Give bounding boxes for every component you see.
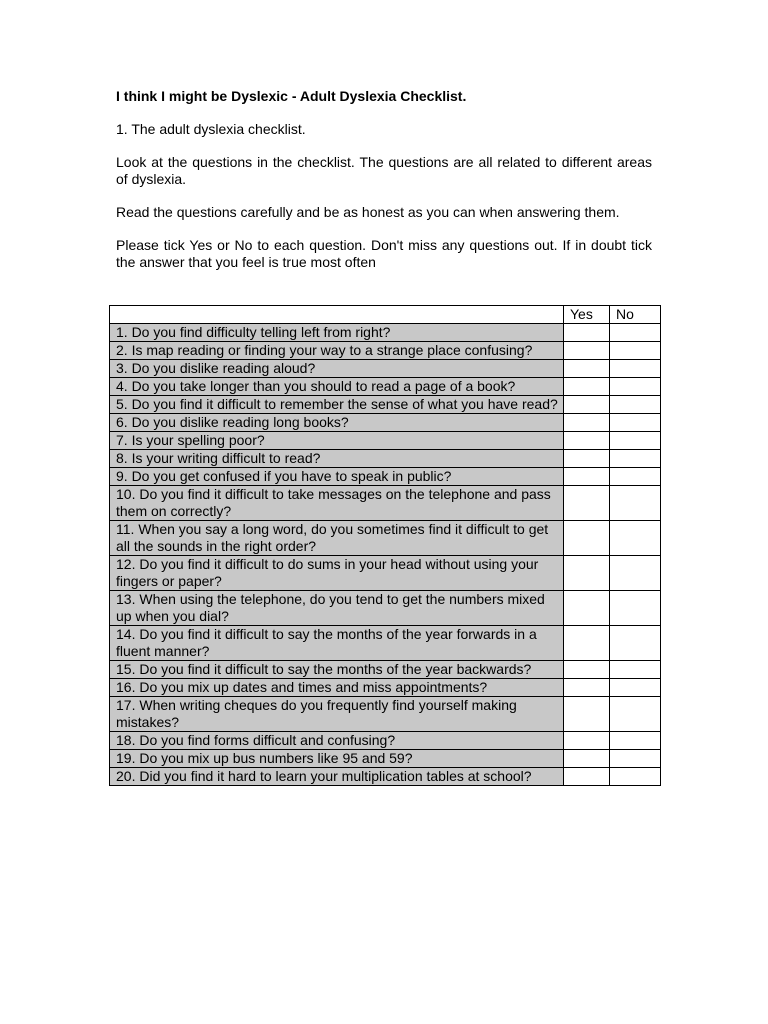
yes-tick-box[interactable] xyxy=(564,324,610,342)
yes-tick-box[interactable] xyxy=(564,414,610,432)
question-text: 8. Is your writing difficult to read? xyxy=(110,450,564,468)
document-title: I think I might be Dyslexic - Adult Dyslexia Checklist. xyxy=(116,88,467,104)
no-tick-box[interactable] xyxy=(610,324,661,342)
intro-paragraph-2: Read the questions carefully and be as honest as you can when answering them. xyxy=(116,204,620,220)
yes-tick-box[interactable] xyxy=(564,450,610,468)
checklist-body xyxy=(110,324,661,786)
header-no: No xyxy=(610,306,661,324)
intro-paragraph-1: Look at the questions in the checklist. The questions are all related to different areas of dyslexia. xyxy=(116,154,652,187)
yes-tick-box[interactable] xyxy=(564,468,610,486)
no-tick-box[interactable] xyxy=(610,360,661,378)
no-tick-box[interactable] xyxy=(610,750,661,768)
table-row xyxy=(110,450,661,468)
no-tick-box[interactable] xyxy=(610,378,661,396)
yes-tick-box[interactable] xyxy=(564,360,610,378)
table-row xyxy=(110,324,661,342)
table-row xyxy=(110,378,661,396)
yes-tick-box[interactable] xyxy=(564,591,610,626)
header-question-cell xyxy=(110,306,564,324)
question-text: 13. When using the telephone, do you tend to get the numbers mixed up when you dial? xyxy=(110,591,564,626)
table-row xyxy=(110,697,661,732)
header-yes: Yes xyxy=(564,306,610,324)
table-row xyxy=(110,468,661,486)
yes-tick-box[interactable] xyxy=(564,521,610,556)
intro-paragraph-3: Please tick Yes or No to each question. Don't miss any questions out. If in doubt tick the answer that you feel is true most often xyxy=(116,237,652,270)
no-tick-box[interactable] xyxy=(610,342,661,360)
table-row xyxy=(110,414,661,432)
document-body xyxy=(116,88,652,271)
question-text: 19. Do you mix up bus numbers like 95 and 59? xyxy=(110,750,564,768)
yes-tick-box[interactable] xyxy=(564,768,610,786)
no-tick-box[interactable] xyxy=(610,432,661,450)
question-text: 2. Is map reading or finding your way to a strange place confusing? xyxy=(110,342,564,360)
no-tick-box[interactable] xyxy=(610,556,661,591)
checklist-header-row xyxy=(110,306,661,324)
table-row xyxy=(110,591,661,626)
no-tick-box[interactable] xyxy=(610,661,661,679)
no-tick-box[interactable] xyxy=(610,450,661,468)
question-text: 11. When you say a long word, do you sometimes find it difficult to get all the sounds in the right order? xyxy=(110,521,564,556)
no-tick-box[interactable] xyxy=(610,468,661,486)
question-text: 9. Do you get confused if you have to speak in public? xyxy=(110,468,564,486)
yes-tick-box[interactable] xyxy=(564,661,610,679)
question-text: 15. Do you find it difficult to say the months of the year backwards? xyxy=(110,661,564,679)
question-text: 7. Is your spelling poor? xyxy=(110,432,564,450)
yes-tick-box[interactable] xyxy=(564,378,610,396)
yes-tick-box[interactable] xyxy=(564,556,610,591)
question-text: 16. Do you mix up dates and times and miss appointments? xyxy=(110,679,564,697)
yes-tick-box[interactable] xyxy=(564,750,610,768)
no-tick-box[interactable] xyxy=(610,591,661,626)
yes-tick-box[interactable] xyxy=(564,342,610,360)
yes-tick-box[interactable] xyxy=(564,697,610,732)
table-row xyxy=(110,626,661,661)
no-tick-box[interactable] xyxy=(610,414,661,432)
question-text: 1. Do you find difficulty telling left from right? xyxy=(110,324,564,342)
question-text: 20. Did you find it hard to learn your multiplication tables at school? xyxy=(110,768,564,786)
table-row xyxy=(110,732,661,750)
yes-tick-box[interactable] xyxy=(564,679,610,697)
yes-tick-box[interactable] xyxy=(564,626,610,661)
no-tick-box[interactable] xyxy=(610,768,661,786)
question-text: 14. Do you find it difficult to say the months of the year forwards in a fluent manner? xyxy=(110,626,564,661)
yes-tick-box[interactable] xyxy=(564,732,610,750)
yes-tick-box[interactable] xyxy=(564,396,610,414)
table-row xyxy=(110,750,661,768)
no-tick-box[interactable] xyxy=(610,626,661,661)
table-row xyxy=(110,342,661,360)
table-row xyxy=(110,486,661,521)
no-tick-box[interactable] xyxy=(610,486,661,521)
table-row xyxy=(110,679,661,697)
no-tick-box[interactable] xyxy=(610,396,661,414)
table-row xyxy=(110,661,661,679)
no-tick-box[interactable] xyxy=(610,697,661,732)
question-text: 17. When writing cheques do you frequently find yourself making mistakes? xyxy=(110,697,564,732)
question-text: 6. Do you dislike reading long books? xyxy=(110,414,564,432)
question-text: 3. Do you dislike reading aloud? xyxy=(110,360,564,378)
no-tick-box[interactable] xyxy=(610,732,661,750)
yes-tick-box[interactable] xyxy=(564,432,610,450)
table-row xyxy=(110,360,661,378)
yes-tick-box[interactable] xyxy=(564,486,610,521)
no-tick-box[interactable] xyxy=(610,521,661,556)
question-text: 5. Do you find it difficult to remember the sense of what you have read? xyxy=(110,396,564,414)
question-text: 10. Do you find it difficult to take messages on the telephone and pass them on correctly? xyxy=(110,486,564,521)
table-row xyxy=(110,768,661,786)
section-heading: 1. The adult dyslexia checklist. xyxy=(116,121,306,137)
checklist-table xyxy=(109,305,661,786)
table-row xyxy=(110,432,661,450)
table-row xyxy=(110,521,661,556)
table-row xyxy=(110,396,661,414)
no-tick-box[interactable] xyxy=(610,679,661,697)
table-row xyxy=(110,556,661,591)
question-text: 4. Do you take longer than you should to read a page of a book? xyxy=(110,378,564,396)
question-text: 12. Do you find it difficult to do sums in your head without using your fingers or paper? xyxy=(110,556,564,591)
question-text: 18. Do you find forms difficult and confusing? xyxy=(110,732,564,750)
